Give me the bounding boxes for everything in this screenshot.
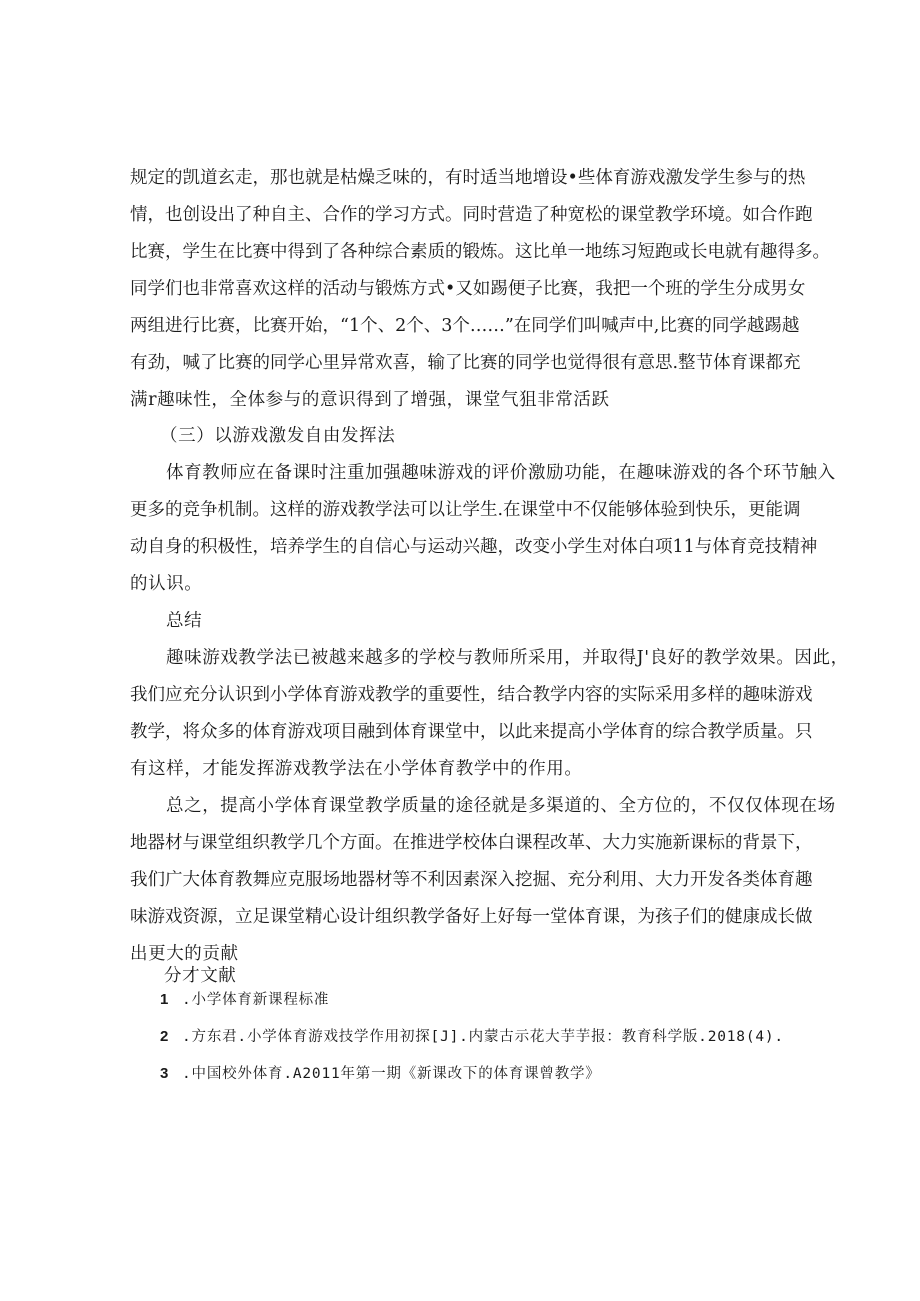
- p3-line-2: 我们应充分认识到小学体育游戏教学的重要性，结合教学内容的实际采用多样的趣味游戏: [130, 685, 813, 705]
- p2-line-1: 体育教师应在备课时注重加强趣味游戏的评价激励功能，在趣味游戏的各个环节触入: [166, 463, 836, 483]
- summary-heading: 总结: [166, 611, 203, 631]
- p1-line-1: 规定的凯道玄走，那也就是枯燥乏味的，有时适当地增设•些体育游戏激发学生参与的热: [130, 168, 806, 188]
- p3-line-1: 趣味游戏教学法已被越来越多的学校与教师所采用，并取得J'良好的教学效果。因此，: [166, 648, 849, 668]
- reference-number: 2: [160, 1028, 170, 1045]
- p2-line-2: 更多的竞争机制。这样的游戏教学法可以让学生.在课堂中不仅能够体验到快乐，更能调: [130, 500, 801, 520]
- reference-item: [160, 990, 329, 1010]
- p3-line-4: 有这样，才能发挥游戏教学法在小学体育教学中的作用。: [130, 759, 583, 779]
- p2-line-4: 的认识。: [130, 574, 203, 594]
- reference-text: .小学体育新课程标准: [182, 992, 330, 1008]
- p1-line-7: 满r趣味性，全体参与的意识得到了增强，课堂气狙非常活跃: [130, 390, 610, 410]
- section-3-heading: （三）以游戏激发自由发挥法: [160, 426, 396, 446]
- reference-text: .方东君.小学体育游戏技学作用初探[J].内蒙古示花大芋芋报：教育科学版.2018(4).: [182, 1029, 784, 1045]
- p2-line-3: 动自身的积极性，培养学生的自信心与运动兴趣，改变小学生对体白项11与体育竞技精神: [130, 537, 818, 557]
- p1-line-3: 比赛，学生在比赛中得到了各种综合素质的锻炼。这比单一地练习短跑或长电就有趣得多。: [130, 242, 830, 262]
- reference-number: 3: [160, 1065, 170, 1082]
- p1-line-4: 同学们也非常喜欢这样的活动与锻炼方式•又如踢便子比赛，我把一个班的学生分成男女: [130, 279, 806, 299]
- p4-line-4: 味游戏资源，立足课堂精心设计组织教学备好上好每一堂体育课，为孩子们的健康成长做: [130, 907, 813, 927]
- reference-item: [160, 1064, 601, 1084]
- p4-line-1: 总之，提高小学体育课堂教学质量的途径就是多渠道的、全方位的，不仅仅体现在场: [166, 796, 836, 816]
- reference-number: 1: [160, 991, 170, 1008]
- p4-line-5: 出更大的贡献: [130, 944, 239, 964]
- p1-line-6: 有劲，喊了比赛的同学心里异常欢喜，输了比赛的同学也觉得很有意思.整节体育课都充: [130, 353, 801, 373]
- p1-line-5: 两组进行比赛，比赛开始，“1个、2个、3个……”在同学们叫喊声中,比赛的同学越踢越: [130, 316, 800, 336]
- p4-line-2: 地器材与课堂组织教学几个方面。在推进学校体白课程改革、大力实施新课标的背景下，: [130, 833, 813, 853]
- p1-line-2: 情，也创设出了种自主、合作的学习方式。同时营造了种宽松的课堂教学环境。如合作跑: [130, 205, 813, 225]
- p3-line-3: 教学，将众多的体育游戏项目融到体育课堂中，以此来提高小学体育的综合教学质量。只: [130, 722, 813, 742]
- reference-item: [160, 1027, 784, 1047]
- reference-text: .中国校外体育.A2011年第一期《新课改下的体育课曾教学》: [182, 1066, 601, 1082]
- references-heading: 分才文献: [164, 966, 237, 986]
- p4-line-3: 我们广大体育教舞应克服场地器材等不利因素深入挖掘、充分利用、大力开发各类体育趣: [130, 870, 813, 890]
